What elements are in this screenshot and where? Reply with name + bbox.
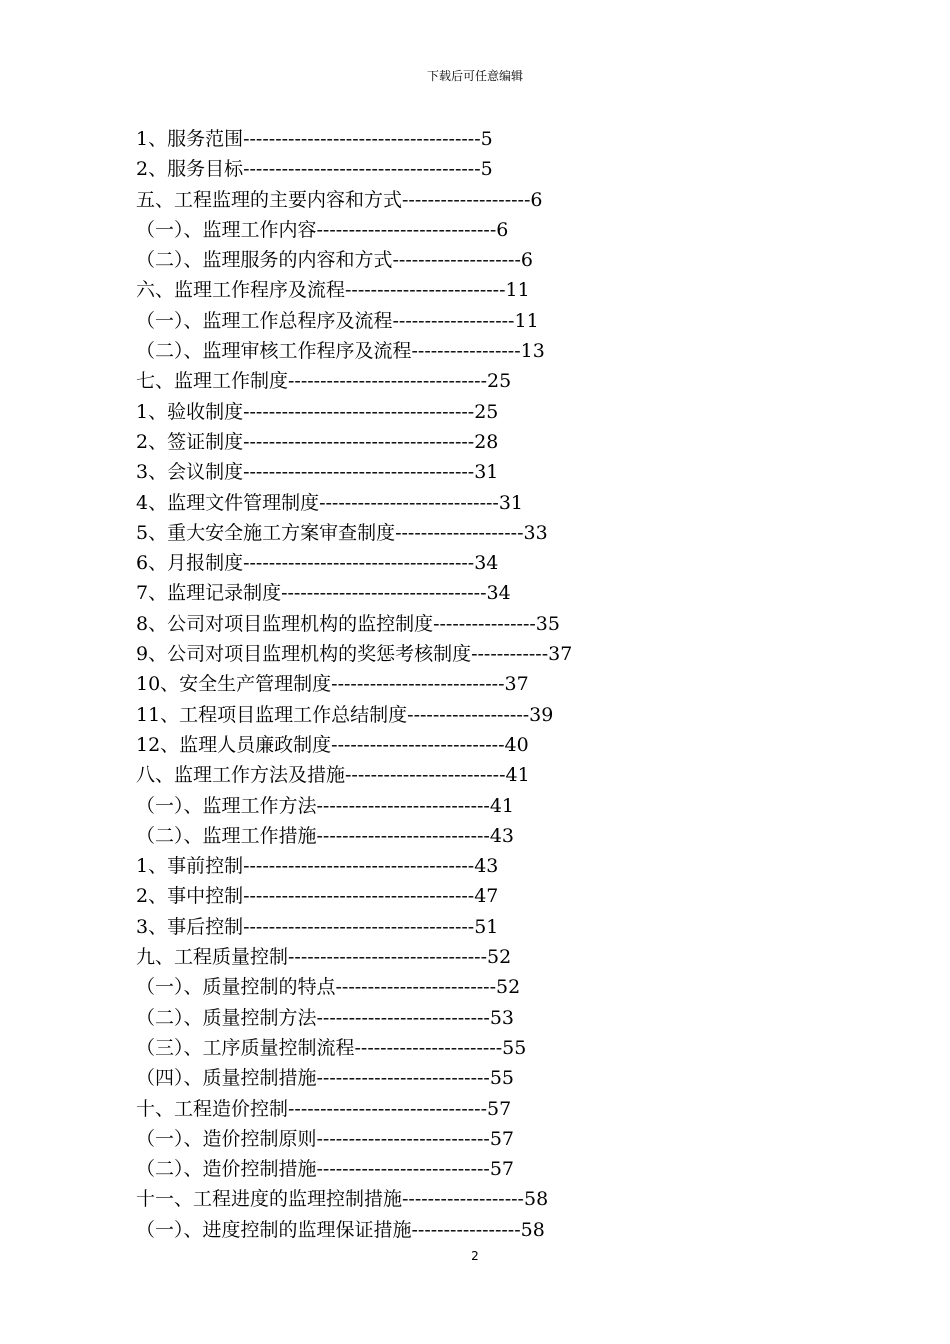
toc-entry: （一）、监理工作方法---------------------------41 (136, 794, 515, 817)
toc-entry: 1、事前控制------------------------------------43 (136, 855, 499, 878)
toc-entry: （一）、质量控制的特点-------------------------52 (136, 976, 521, 999)
toc-entry: 2、签证制度------------------------------------28 (136, 430, 499, 453)
toc-entry: 2、服务目标-------------------------------------5 (136, 158, 493, 181)
toc-entry: 11、工程项目监理工作总结制度-------------------39 (136, 703, 554, 726)
page-number: 2 (471, 1249, 479, 1263)
toc-entry: （一）、监理工作总程序及流程-------------------11 (136, 309, 539, 332)
page-header: 下载后可任意编辑 (426, 69, 523, 83)
toc-entry: 十一、工程进度的监理控制措施-------------------58 (136, 1188, 549, 1211)
toc-entry: 十、工程造价控制-------------------------------57 (136, 1097, 512, 1120)
toc-entry: 7、监理记录制度--------------------------------34 (136, 582, 511, 605)
toc-entry: 1、服务范围-------------------------------------5 (136, 128, 493, 150)
toc-entry: 3、会议制度------------------------------------31 (136, 461, 499, 484)
toc-entry: （三）、工序质量控制流程-----------------------55 (136, 1036, 527, 1059)
toc-entry: 6、月报制度------------------------------------34 (136, 552, 499, 575)
toc-entry: （一）、造价控制原则---------------------------57 (136, 1127, 515, 1150)
toc-entry: 九、工程质量控制-------------------------------52 (136, 946, 512, 969)
toc-entry: 3、事后控制------------------------------------51 (136, 915, 499, 938)
toc-entry: 六、监理工作程序及流程-------------------------11 (136, 279, 530, 302)
table-of-contents (136, 124, 736, 1245)
toc-entry: 10、安全生产管理制度---------------------------37 (136, 673, 529, 696)
toc-entry: 12、监理人员廉政制度---------------------------40 (136, 733, 529, 756)
toc-entry: 4、监理文件管理制度----------------------------31 (136, 491, 524, 514)
toc-entry: 9、公司对项目监理机构的奖惩考核制度------------37 (136, 643, 573, 666)
toc-entry: （一）、进度控制的监理保证措施-----------------58 (136, 1218, 545, 1241)
toc-entry: 八、监理工作方法及措施-------------------------41 (136, 764, 530, 787)
toc-entry: 五、工程监理的主要内容和方式--------------------6 (136, 188, 543, 211)
toc-entry: 5、重大安全施工方案审查制度--------------------33 (136, 521, 548, 544)
toc-entry: （二）、监理服务的内容和方式--------------------6 (136, 249, 533, 272)
toc-entry: 七、监理工作制度-------------------------------25 (136, 370, 512, 393)
toc-entry: （一）、监理工作内容----------------------------6 (136, 218, 509, 241)
toc-entry: （二）、质量控制方法---------------------------53 (136, 1006, 515, 1029)
toc-entry: 1、验收制度------------------------------------25 (136, 400, 499, 423)
toc-entry: （二）、监理工作措施---------------------------43 (136, 824, 515, 847)
toc-entry: 2、事中控制------------------------------------47 (136, 885, 499, 908)
toc-entry: （四）、质量控制措施---------------------------55 (136, 1067, 515, 1090)
toc-entry: 8、公司对项目监理机构的监控制度----------------35 (136, 612, 560, 635)
toc-entry: （二）、监理审核工作程序及流程-----------------13 (136, 340, 545, 363)
toc-entry: （二）、造价控制措施---------------------------57 (136, 1158, 515, 1181)
